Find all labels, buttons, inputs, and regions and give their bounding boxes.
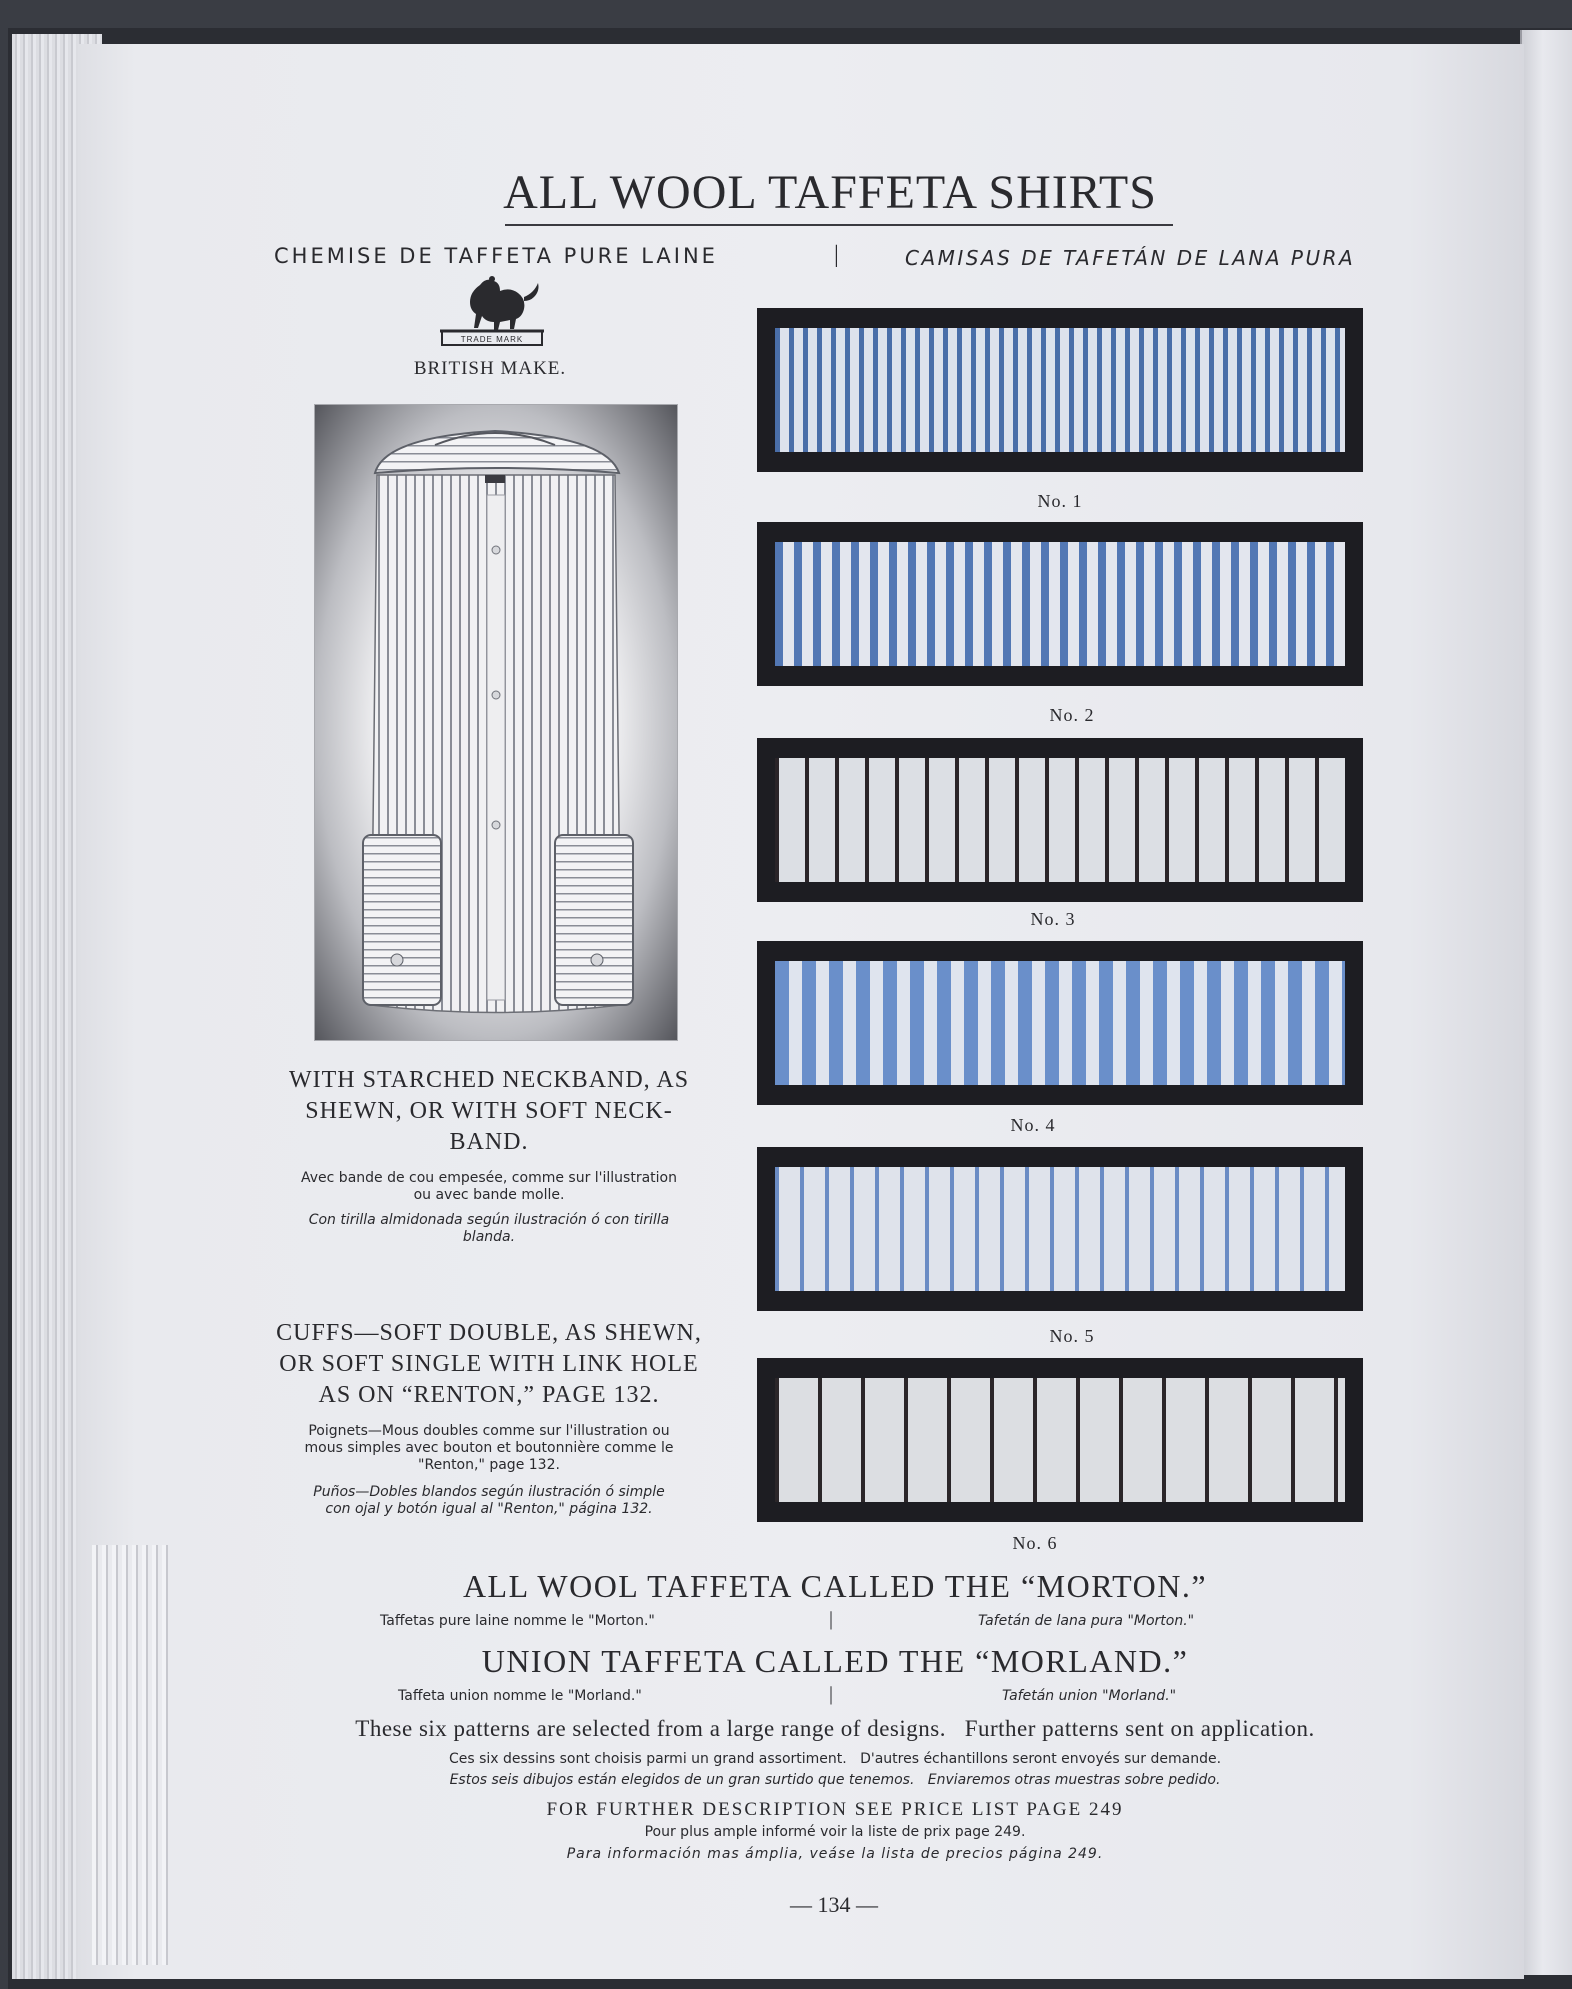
morland-spanish: Tafetán union "Morland."	[1002, 1688, 1177, 1704]
neckband-french: Avec bande de cou empesée, comme sur l'illustration ou avec bande molle.	[301, 1170, 677, 1203]
shirt-photograph	[314, 404, 678, 1041]
swatch-fabric	[775, 328, 1345, 452]
right-page-edge	[1520, 30, 1572, 1975]
index-tab-edges	[92, 1545, 168, 1965]
further-description-french: Pour plus ample informé voir la liste de prix page 249.	[644, 1824, 1026, 1840]
swatch-label-no-2: No. 2	[1049, 705, 1095, 725]
morton-spanish: Tafetán de lana pura "Morton."	[978, 1613, 1195, 1629]
page-number: — 134 —	[790, 1892, 878, 1917]
swatch-no-5	[757, 1147, 1363, 1311]
patterns-note-english: These six patterns are selected from a large range of designs. Further patterns sent on application.	[355, 1716, 1315, 1741]
subtitle-separator: |	[834, 242, 839, 268]
title-underline	[505, 224, 1173, 226]
british-make-label: BRITISH MAKE.	[413, 358, 567, 379]
swatch-no-4	[757, 941, 1363, 1105]
subtitle-french: CHEMISE DE TAFFETA PURE LAINE	[274, 244, 718, 268]
lion-trademark-icon	[440, 275, 544, 349]
swatch-label-no-1: No. 1	[1037, 491, 1083, 511]
further-description-spanish: Para información mas ámplia, veáse la lista de precios página 249.	[566, 1846, 1104, 1862]
swatch-fabric	[775, 1378, 1345, 1502]
morton-heading: ALL WOOL TAFFETA CALLED THE “MORTON.”	[462, 1568, 1208, 1604]
swatch-label-no-6: No. 6	[1012, 1533, 1058, 1553]
morland-heading: UNION TAFFETA CALLED THE “MORLAND.”	[481, 1643, 1189, 1679]
swatch-no-6	[757, 1358, 1363, 1522]
morland-french: Taffeta union nomme le "Morland."	[398, 1688, 642, 1704]
cuffs-spanish: Puños—Dobles blandos según ilustración ó simple con ojal y botón igual al "Renton," página 132.	[313, 1484, 665, 1517]
swatch-label-no-3: No. 3	[1030, 909, 1076, 929]
subtitle-spanish: CAMISAS DE TAFETÁN DE LANA PURA	[905, 246, 1356, 270]
trade-mark-label: TRADE MARK	[460, 335, 524, 344]
swatch-label-no-4: No. 4	[1010, 1115, 1056, 1135]
neckband-heading: WITH STARCHED NECKBAND, AS SHEWN, OR WITH SOFT NECK- BAND.	[288, 1067, 690, 1155]
swatch-no-2	[757, 522, 1363, 686]
swatch-fabric	[775, 961, 1345, 1085]
swatch-no-1	[757, 308, 1363, 472]
neckband-spanish: Con tirilla almidonada según ilustración ó con tirilla blanda.	[308, 1212, 670, 1245]
swatch-fabric	[775, 1167, 1345, 1291]
morton-french: Taffetas pure laine nomme le "Morton."	[380, 1613, 655, 1629]
cuffs-caption	[254, 1318, 724, 1518]
patterns-note-spanish: Estos seis dibujos están elegidos de un gran surtido que tenemos. Enviaremos otras muestras sobre pedido.	[449, 1772, 1221, 1788]
morton-separator: |	[829, 1608, 834, 1630]
page-title: ALL WOOL TAFFETA SHIRTS	[503, 166, 1157, 219]
neckband-caption	[254, 1065, 724, 1246]
morland-separator: |	[829, 1683, 834, 1705]
swatch-fabric	[775, 758, 1345, 882]
patterns-note-french: Ces six dessins sont choisis parmi un grand assortiment. D'autres échantillons seront envoyés sur demande.	[448, 1751, 1222, 1767]
cuffs-heading: CUFFS—SOFT DOUBLE, AS SHEWN, OR SOFT SINGLE WITH LINK HOLE AS ON “RENTON,” PAGE 132.	[276, 1320, 702, 1408]
swatch-label-no-5: No. 5	[1049, 1326, 1095, 1346]
further-description-english: FOR FURTHER DESCRIPTION SEE PRICE LIST PAGE 249	[546, 1799, 1124, 1820]
swatch-no-3	[757, 738, 1363, 902]
swatch-fabric	[775, 542, 1345, 666]
cuffs-french: Poignets—Mous doubles comme sur l'illustration ou mous simples avec bouton et boutonnière comme le "Renton," page 132.	[304, 1423, 674, 1473]
